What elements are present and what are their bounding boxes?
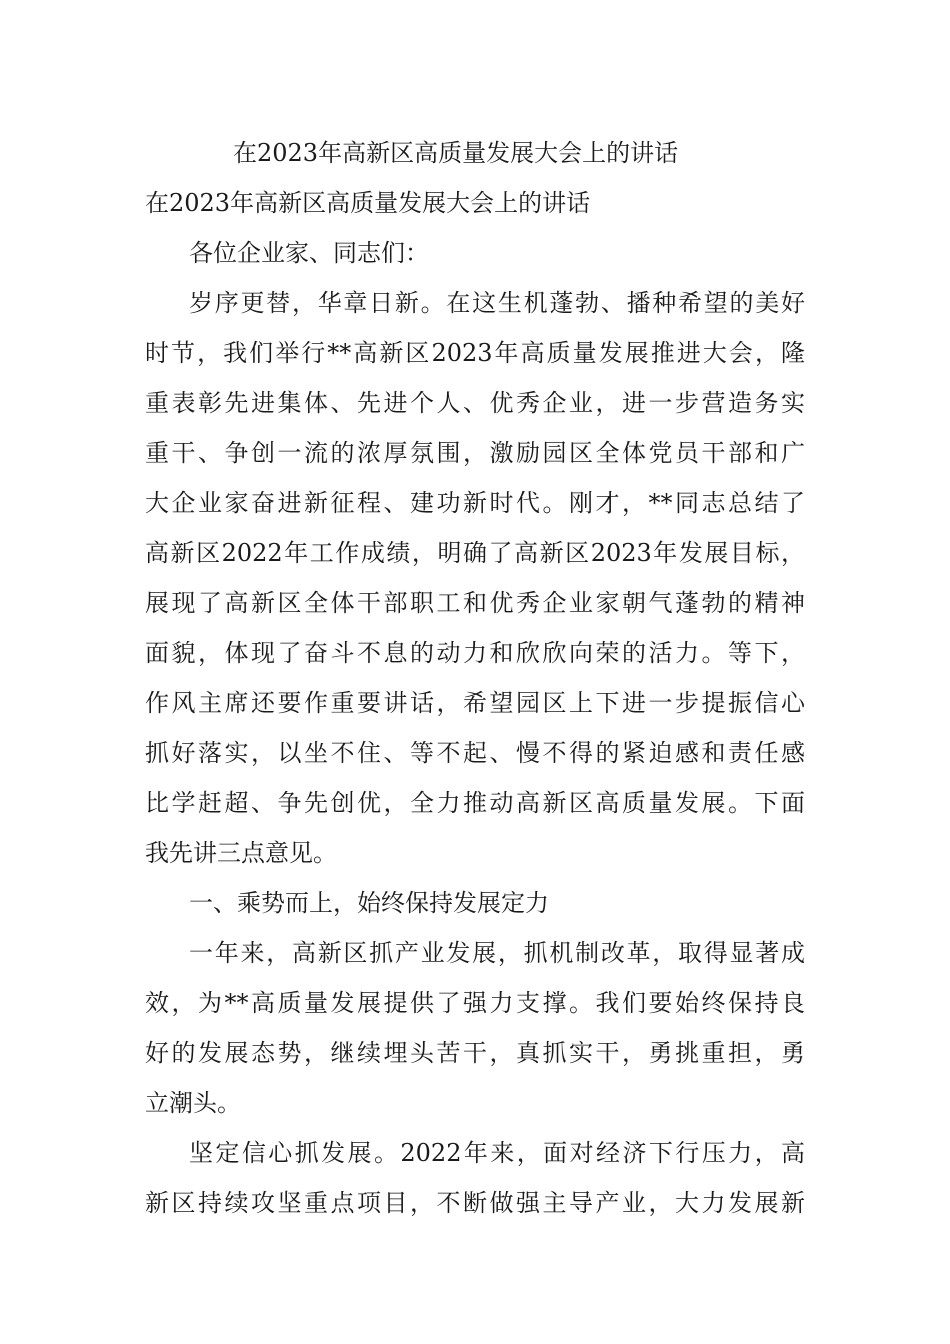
paragraph-line: 重表彰先进集体、先进个人、优秀企业，进一步营造务实: [145, 389, 805, 417]
paragraph-line: 面貌，体现了奋斗不息的动力和欣欣向荣的活力。等下，: [145, 639, 805, 667]
final-paragraph: [145, 1128, 805, 1228]
paragraph-line: 重干、争创一流的浓厚氛围，激励园区全体党员干部和广: [145, 439, 805, 467]
section-heading: 一、乘势而上，始终保持发展定力: [189, 889, 549, 917]
paragraph-line: 新区持续攻坚重点项目，不断做强主导产业，大力发展新: [145, 1189, 805, 1217]
salutation: 各位企业家、同志们：: [189, 239, 429, 267]
intro-paragraph: [145, 278, 805, 878]
paragraph-line: 大企业家奋进新征程、建功新时代。刚才，**同志总结了: [145, 489, 805, 517]
paragraph-line: 时节，我们举行**高新区2023年高质量发展推进大会，隆: [145, 339, 805, 367]
document-title: 在2023年高新区高质量发展大会上的讲话: [233, 139, 679, 167]
paragraph-line: 效，为**高质量发展提供了强力支撑。我们要始终保持良: [145, 989, 805, 1017]
paragraph-line: 立潮头。: [145, 1089, 241, 1117]
paragraph-line: 我先讲三点意见。: [145, 839, 337, 867]
paragraph-line: 抓好落实，以坐不住、等不起、慢不得的紧迫感和责任感: [145, 739, 805, 767]
document-body: [145, 128, 805, 1228]
paragraph-line: 岁序更替，华章日新。在这生机蓬勃、播种希望的美好: [189, 289, 805, 317]
paragraph-line: 作风主席还要作重要讲话，希望园区上下进一步提振信心: [145, 689, 805, 717]
paragraph-line: 比学赶超、争先创优，全力推动高新区高质量发展。下面: [145, 789, 805, 817]
paragraph-line: 一年来，高新区抓产业发展，抓机制改革，取得显著成: [189, 939, 805, 967]
paragraph-line: 高新区2022年工作成绩，明确了高新区2023年发展目标，: [145, 539, 805, 567]
document-subtitle: 在2023年高新区高质量发展大会上的讲话: [145, 189, 591, 217]
paragraph-line: 展现了高新区全体干部职工和优秀企业家朝气蓬勃的精神: [145, 589, 805, 617]
paragraph-line: 好的发展态势，继续埋头苦干，真抓实干，勇挑重担，勇: [145, 1039, 805, 1067]
section-paragraph: [145, 928, 805, 1128]
paragraph-line: 坚定信心抓发展。2022年来，面对经济下行压力，高: [189, 1139, 805, 1167]
